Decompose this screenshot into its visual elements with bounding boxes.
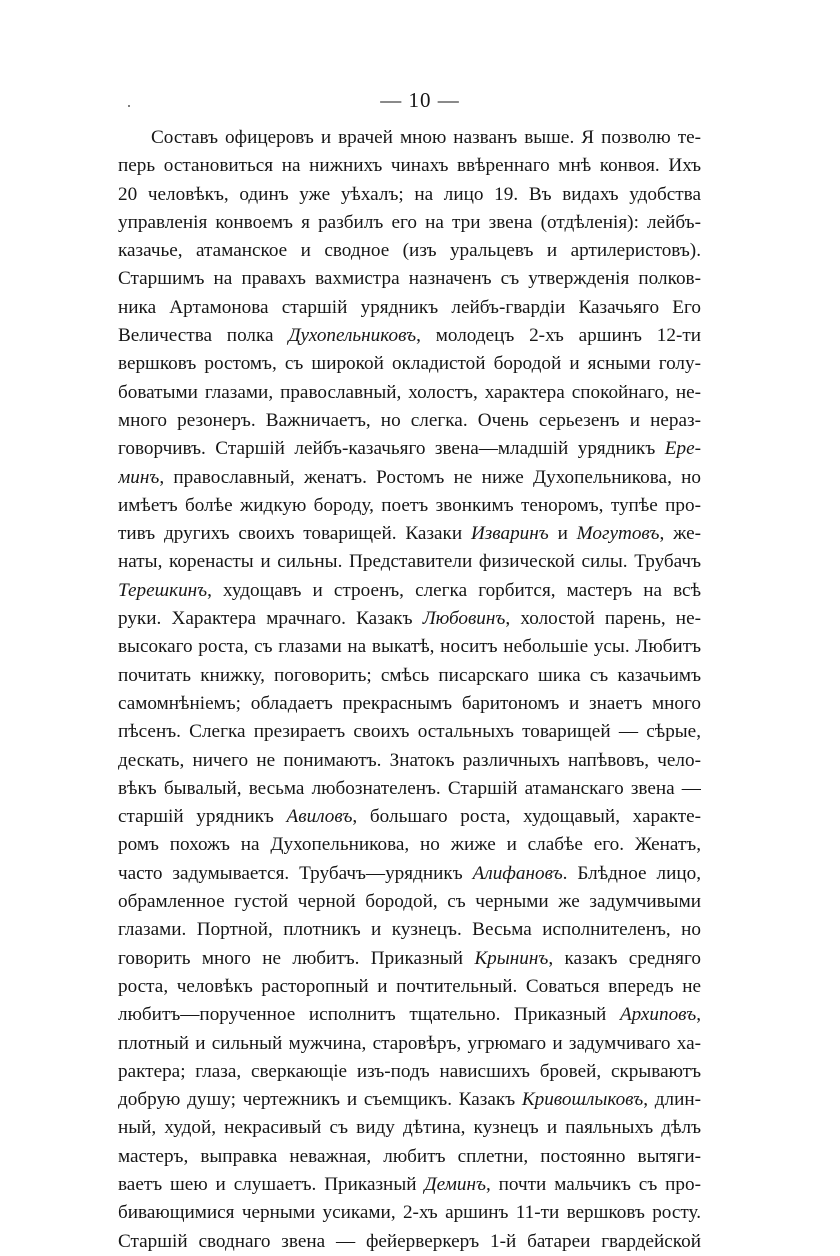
text-line <box>118 916 701 944</box>
text-line <box>118 1001 701 1029</box>
surname-italic: Любовинъ <box>422 608 506 630</box>
text-segment: , <box>696 1004 701 1026</box>
text-segment: , казакъ средняго <box>548 947 701 969</box>
text-segment: , молодецъ 2-хъ аршинъ 12-ти <box>416 325 701 347</box>
text-line <box>118 464 701 492</box>
text-segment: мастеръ, выправка неважная, любитъ сплетни, постоянно вытяги- <box>118 1145 701 1167</box>
text-segment: управленія конвоемъ я разбилъ его на три звена (отдѣленія): лейбъ- <box>118 211 701 233</box>
text-line <box>118 690 701 718</box>
text-line <box>118 1199 701 1227</box>
surname-italic: Архиповъ <box>619 1004 697 1026</box>
body-text <box>118 124 701 1256</box>
surname-italic: Изваринъ <box>470 523 549 545</box>
text-line <box>118 1143 701 1171</box>
text-segment: перь остановиться на нижнихъ чинахъ ввѣреннаго мнѣ конвоя. Ихъ <box>118 155 701 177</box>
text-line <box>118 888 701 916</box>
text-line <box>118 520 701 548</box>
text-segment: , большаго роста, худощавый, характе- <box>352 806 701 828</box>
text-segment: говорить много не любитъ. Приказный <box>118 947 475 969</box>
text-segment: имѣетъ болѣе жидкую бороду, поетъ звонкимъ теноромъ, тупѣе про- <box>118 494 701 516</box>
text-segment: Величества полка <box>118 325 289 347</box>
text-segment: тивъ другихъ своихъ товарищей. Казаки <box>118 523 471 545</box>
surname-italic: Деминъ <box>424 1173 486 1195</box>
text-line <box>118 1030 701 1058</box>
text-segment: глазами. Портной, плотникъ и кузнецъ. Весьма исполнителенъ, но <box>118 919 701 941</box>
text-segment: Старшій своднаго звена — фейерверкеръ 1-й батареи гвардейской <box>118 1230 701 1252</box>
text-line <box>118 124 701 152</box>
text-line <box>118 492 701 520</box>
text-segment: , холостой парень, не- <box>505 608 701 630</box>
text-segment: добрую душу; чертежникъ и съемщикъ. Казакъ <box>118 1089 522 1111</box>
text-segment: часто задумывается. Трубачъ—урядникъ <box>118 862 473 884</box>
text-segment: плотный и сильный мужчина, старовѣръ, угрюмаго и задумчиваго ха- <box>118 1032 701 1054</box>
text-segment: боватыми глазами, православный, холостъ, характера спокойнаго, не- <box>118 381 701 403</box>
text-segment: рактера; глаза, сверкающіе изъ-подъ нависшихъ бровей, скрываютъ <box>118 1060 701 1082</box>
text-line <box>118 237 701 265</box>
text-segment: 20 человѣкъ, одинъ уже уѣхалъ; на лицо 19. Въ видахъ удобства <box>118 183 701 205</box>
text-line <box>118 435 701 463</box>
surname-italic: Могутовъ <box>576 523 660 545</box>
text-segment: ваетъ шею и слушаетъ. Приказный <box>118 1173 425 1195</box>
surname-italic: Ере- <box>664 438 701 460</box>
text-segment: пѣсенъ. Слегка презираетъ своихъ остальныхъ товарищей — сѣрые, <box>118 721 701 743</box>
text-segment: вѣкъ бывалый, весьма любознателенъ. Старшій атаманскаго звена — <box>118 777 701 799</box>
text-line <box>118 662 701 690</box>
text-segment: почитать книжку, поговорить; смѣсь писарскаго шика съ казачьимъ <box>118 664 701 686</box>
text-segment: , худощавъ и строенъ, слегка горбится, мастеръ на всѣ <box>207 579 701 601</box>
text-line <box>118 548 701 576</box>
text-segment: высокаго роста, съ глазами на выкатѣ, носитъ небольшіе усы. Любитъ <box>118 636 701 658</box>
text-line <box>118 747 701 775</box>
text-line <box>118 294 701 322</box>
text-line <box>118 945 701 973</box>
text-segment: ромъ похожъ на Духопельникова, но жиже и слабѣе его. Женатъ, <box>118 834 701 856</box>
text-line <box>118 1228 701 1256</box>
text-line <box>118 803 701 831</box>
text-segment: . Блѣдное лицо, <box>562 862 701 884</box>
text-segment: , почти мальчикъ съ про- <box>485 1173 701 1195</box>
text-line <box>118 152 701 180</box>
text-segment: наты, коренасты и сильны. Представители физической силы. Трубачъ <box>118 551 701 573</box>
text-line <box>118 379 701 407</box>
text-segment: Составъ офицеровъ и врачей мною названъ выше. Я позволю те- <box>151 127 701 148</box>
text-segment: казачье, атаманское и сводное (изъ уральцевъ и артилеристовъ). <box>118 240 701 262</box>
text-line <box>118 973 701 1001</box>
text-line <box>118 860 701 888</box>
surname-italic: минъ <box>118 466 160 488</box>
text-line <box>118 605 701 633</box>
text-line <box>118 718 701 746</box>
text-segment: бивающимися черными усиками, 2-хъ аршинъ 11-ти вершковъ росту. <box>118 1202 701 1224</box>
text-line <box>118 209 701 237</box>
text-segment: ный, худой, некрасивый съ виду дѣтина, кузнецъ и паяльныхъ дѣлъ <box>118 1117 701 1139</box>
print-speck <box>128 105 130 107</box>
text-line <box>118 407 701 435</box>
text-segment: , длин- <box>643 1089 701 1111</box>
surname-italic: Крынинъ <box>474 947 549 969</box>
text-line <box>118 322 701 350</box>
text-segment: обрамленное густой черной бородой, съ черными же задумчивыми <box>118 891 701 913</box>
surname-italic: Алифановъ <box>472 862 563 884</box>
text-segment: , православный, женатъ. Ростомъ не ниже Духопельникова, но <box>159 466 701 488</box>
text-line <box>118 350 701 378</box>
text-segment: ника Артамонова старшій урядникъ лейбъ-гвардіи Казачьяго Его <box>118 296 701 318</box>
text-line <box>118 1086 701 1114</box>
text-line <box>118 1171 701 1199</box>
surname-italic: Терешкинъ <box>118 579 208 601</box>
text-segment: , же- <box>659 523 701 545</box>
text-line <box>118 1114 701 1142</box>
text-segment: дескать, ничего не понимаютъ. Знатокъ различныхъ напѣвовъ, чело- <box>118 749 701 771</box>
text-segment: старшій урядникъ <box>118 806 287 828</box>
text-segment: говорчивъ. Старшій лейбъ-казачьяго звена—младшій урядникъ <box>118 438 665 460</box>
text-segment: роста, человѣкъ расторопный и почтительный. Соваться впередъ не <box>118 975 701 997</box>
text-line <box>118 831 701 859</box>
text-line <box>118 1058 701 1086</box>
text-segment: самомнѣніемъ; обладаетъ прекраснымъ баритономъ и знаетъ много <box>118 692 701 714</box>
surname-italic: Авиловъ <box>286 806 353 828</box>
text-segment: Старшимъ на правахъ вахмистра назначенъ съ утвержденія полков- <box>118 268 701 290</box>
text-line <box>118 265 701 293</box>
text-line <box>118 577 701 605</box>
text-segment: вершковъ ростомъ, съ широкой окладистой бородой и ясными голу- <box>118 353 701 375</box>
text-segment: и <box>548 523 577 545</box>
text-line <box>118 633 701 661</box>
text-line <box>118 181 701 209</box>
page-number: — 10 — <box>380 88 460 112</box>
surname-italic: Духопельниковъ <box>288 325 417 347</box>
text-segment: много резонеръ. Важничаетъ, но слегка. Очень серьезенъ и нераз- <box>118 409 701 431</box>
text-segment: руки. Характера мрачнаго. Казакъ <box>118 608 423 630</box>
surname-italic: Кривошлыковъ <box>521 1089 644 1111</box>
text-line <box>118 775 701 803</box>
text-segment: любитъ—порученное исполнитъ тщательно. Приказный <box>118 1004 620 1026</box>
